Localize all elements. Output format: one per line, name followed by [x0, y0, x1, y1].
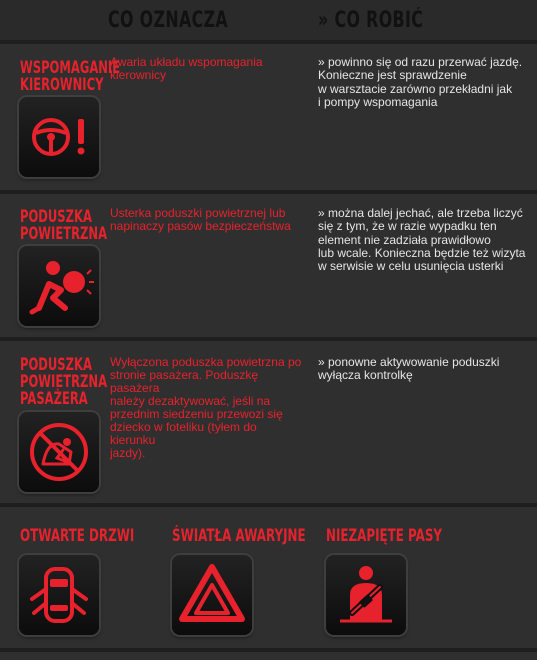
airbag-icon [19, 246, 99, 326]
action-steering: » powinno się od razu przerwać jazdę. Konieczne jest sprawdzenie w warsztacie zarówno przekładni jak i pompy wspomagania [318, 55, 523, 109]
row-divider [0, 648, 537, 652]
table-header [0, 0, 537, 44]
title-seatbelt: NIEZAPIĘTE PASY [326, 526, 443, 546]
row-title-passenger-airbag: PODUSZKA POWIETRZNA PASAŻERA [20, 355, 108, 409]
row-divider [0, 503, 537, 507]
open-doors-icon [19, 555, 99, 635]
action-airbag: » można dalej jechać, ale trzeba liczyć się z tym, że w razie wypadku ten element nie zadziała prawidłowo lub wcale. Konieczna będzie też wizyta w serwisie w celu usunięcia usterki [318, 206, 526, 274]
header-meaning: CO OZNACZA [108, 8, 229, 33]
header-action: » CO ROBIĆ [318, 8, 424, 33]
row-title-airbag: PODUSZKA POWIETRZNA [20, 207, 108, 244]
hazard-lights-icon [172, 555, 252, 635]
steering-warning-icon [19, 97, 99, 177]
seatbelt-icon [326, 555, 406, 635]
title-hazard-lights: ŚWIATŁA AWARYJNE [172, 526, 306, 546]
meaning-passenger-airbag: Wyłączona poduszka powietrzna po stronie pasażera. Poduszkę pasażera należy dezaktywować, jeśli na przednim siedzeniu przewozi się dziecko w foteliku (tyłem do kierunku jazdy). [110, 355, 302, 460]
meaning-airbag: Usterka poduszki powietrznej lub napinaczy pasów bezpieczeństwa [110, 206, 291, 233]
passenger-airbag-off-icon [19, 412, 99, 492]
row-divider [0, 190, 537, 194]
row-title-steering: WSPOMAGANIE KIEROWNICY [20, 58, 121, 95]
meaning-steering: Awaria układu wspomagania kierownicy [110, 55, 263, 82]
row-divider [0, 337, 537, 341]
title-open-doors: OTWARTE DRZWI [20, 526, 135, 546]
action-passenger-airbag: » ponowne aktywowanie poduszki wyłącza kontrolkę [318, 355, 500, 383]
